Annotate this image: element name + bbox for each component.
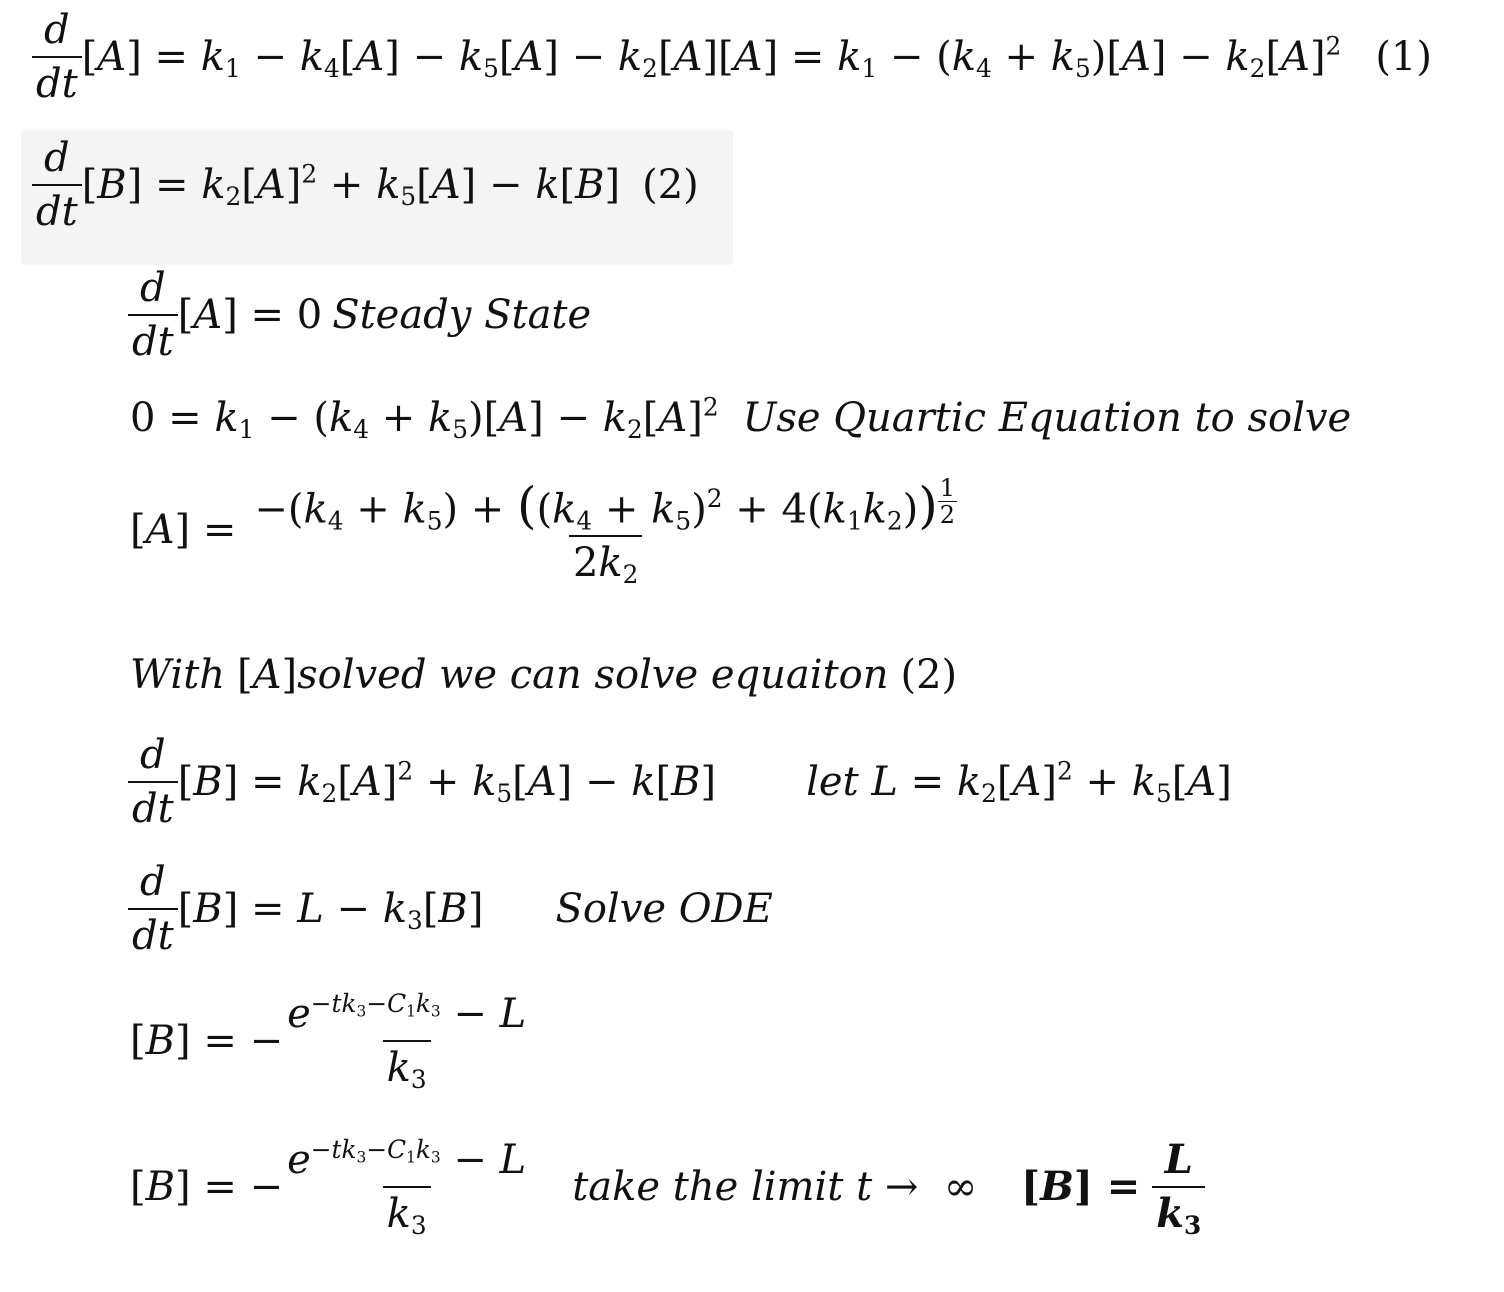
equation-1: $\frac{d}{dt}$ $[A] = k_1 - k_4[A] - k_5[A] - k_2[A][A] = k_1 - (k_4 + k_5)[A] - k_2[A]^2$ (1) bbox=[32, 10, 1432, 104]
solve-ode-label: Solve ODE bbox=[555, 886, 773, 932]
final-result-fraction: $\frac{L}{k_3}$ bbox=[1152, 1140, 1205, 1234]
steady-state-label: Steady State bbox=[332, 292, 592, 338]
equation-b-let-l: $\frac{d}{dt}$ $[B] = k_2[A]^2 + k_5[A] - k[B]$ let $L = k_2[A]^2 + k_5[A]$ bbox=[128, 735, 1232, 829]
ode-line: $\frac{d}{dt}$ $[B] = L - k_3[B]$ Solve ODE bbox=[128, 862, 773, 956]
let-label: let bbox=[806, 759, 859, 805]
derivative-d-dt: $\frac{d}{dt}$ bbox=[32, 138, 82, 232]
derivative-d-dt: $\frac{d}{dt}$ bbox=[32, 10, 82, 104]
take-limit-label: take the limit bbox=[572, 1164, 844, 1210]
equation-2-number: (2) bbox=[642, 162, 699, 208]
derivative-d-dt: $\frac{d}{dt}$ bbox=[128, 862, 178, 956]
solution-b-limit-fraction: $\frac{e^{-tk_3-C_1k_3} - L}{k_3}$ bbox=[287, 1134, 527, 1240]
equation-1-number: (1) bbox=[1375, 34, 1432, 80]
equation-2: $\frac{d}{dt}$ $[B] = k_2[A]^2 + k_5[A] - k[B]$ (2) bbox=[32, 138, 699, 232]
use-quartic-label: Use Quartic Equation to solve bbox=[742, 395, 1352, 441]
solution-a-fraction: $-(k_4 + k_5) + ((k_4 + k_5)^2 + 4(k_1k_2))$ $\frac{1}{2}$ $2k_2$ bbox=[254, 474, 956, 590]
with-a-solved-line: With [ A ] solved we can solve equaiton (2) bbox=[130, 652, 958, 698]
steady-state-line: $\frac{d}{dt}$ [A] = 0 Steady State bbox=[128, 268, 591, 362]
solution-b-fraction: $\frac{e^{-tk_3-C_1k_3} - L}{k_3}$ bbox=[287, 988, 527, 1094]
solution-a: [A] = $-(k_4 + k_5) + ((k_4 + k_5)^2 + 4(k_1k_2))$ $\frac{1}{2}$ $2k_2$ bbox=[130, 476, 961, 583]
solution-b: [B] = − $\frac{e^{-tk_3-C_1k_3} - L}{k_3}$ bbox=[130, 994, 530, 1088]
quadratic-line: $0 = k_1 - (k_4 + k_5)[A] - k_2[A]^2$ Use Quartic Equation to solve bbox=[130, 392, 1352, 444]
derivative-d-dt: $\frac{d}{dt}$ bbox=[128, 268, 178, 362]
solution-b-limit: [B] = − $\frac{e^{-tk_3-C_1k_3} - L}{k_3}$ take the limit t → ∞ [B] = $\frac{L}{k_3}$ bbox=[130, 1140, 1205, 1234]
derivative-d-dt: $\frac{d}{dt}$ bbox=[128, 735, 178, 829]
